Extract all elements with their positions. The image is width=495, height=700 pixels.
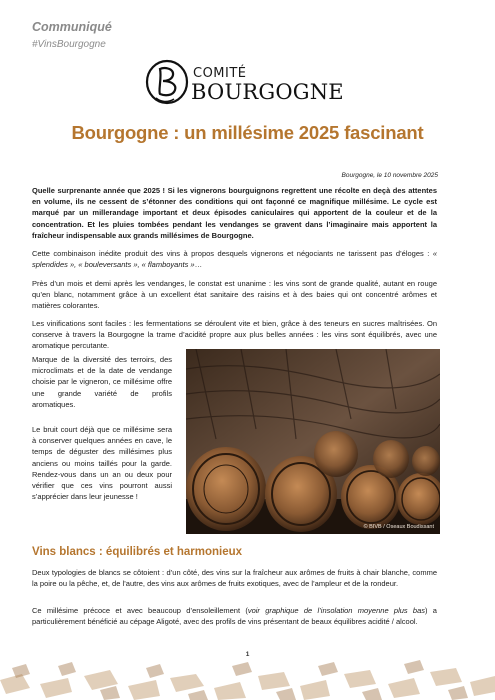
paragraph-2-text: Cette combinaison inédite produit des vins à propos desquels vignerons et négociants ne tarissent pas d’éloges : [32,249,433,258]
section-heading-vins-blancs: Vins blancs : équilibrés et harmonieux [32,546,243,558]
paragraph-6-end: ) a particulièrement bénéficié au cépage Aligoté, avec des profils de vins présentant de beaux équilibres acidité / alcool. [32,606,437,627]
side-paragraph-1: Marque de la diversité des terroirs, des microclimats et de la date de vendange choisie par le vigneron, ce millésime offre une grande variété de profils aromatiques. [32,355,172,409]
intro-paragraph: Quelle surprenante année que 2025 ! Si les vignerons bourguignons regrettent une récolte en deçà des attentes en volume, ils ne cessent de s’étonner des conditions qui ont façonné ce magnifique millésime. Le cycle est marqué par un millerandage important et deux épisodes caniculaires qui apportent de la couleur et de la concentration. Et les pluies tombées pendant les vendanges se gravent dans l’imaginaire mais apportent la fraîcheur indispensable aux grands millésimes de Bourgogne. [32,186,437,240]
page-number: 1 [245,651,250,658]
logo-monogram-icon [144,58,190,106]
paragraph-3: Près d’un mois et demi après les vendanges, le constat est unanime : les vins sont de grande qualité, autant en rouge qu’en blanc, notamment grâce à un excellent état sanitaire des raisins et à des baies qui ont concentré arômes et matières colorantes. [32,279,437,311]
paragraph-5: Deux typologies de blancs se côtoient : d’un côté, des vins sur la fraîcheur aux arômes de fruits à chair blanche, comme la poire ou la pêche, et, de l’autre, des vins aux arômes de fruits exotiques, avec de l’ampleur et de la rondeur. [32,568,437,589]
wine-cellar-photo [186,349,440,534]
paragraph-6 [32,605,437,627]
decorative-footer-pattern [0,640,495,700]
photo-credit: © BIVB / Oseaux Boudissant [363,524,434,530]
side-paragraph-2: Le bruit court déjà que ce millésime sera à conserver quelques années en cave, le temps de déguster des millésimes plus anciens ou moins taillés pour la garde. Rendez-vous dans un an ou deux pour vérifier que ces vins pourront aussi s’apprécier dans leur jeunesse ! [32,425,172,502]
paragraph-6-italic: voir graphique de l’insolation moyenne plus bas [247,606,426,615]
paragraph-2-quotes: « splendides », « bouleversants », « flamboyants » [32,249,437,270]
page-title: Bourgogne : un millésime 2025 fascinant [71,122,424,143]
paragraph-6-start: Ce millésime précoce et avec beaucoup d’ensoleillement ( [32,606,248,615]
logo-text-bourgogne: BOURGOGNE [191,80,344,104]
barrels-illustration [186,349,440,534]
doc-type-label: Communiqué [32,20,112,34]
dateline: Bourgogne, le 10 novembre 2025 [341,172,438,179]
hashtag: #VinsBourgogne [32,39,106,50]
paragraph-2-ellipsis: … [194,260,203,270]
comite-bourgogne-logo [144,58,354,108]
logo-text-comite: COMITÉ [193,66,247,81]
paragraph-2 [32,248,437,270]
paragraph-4: Les vinifications sont faciles : les fermentations se déroulent vite et bien, grâce à des teneurs en sucres maîtrisées. On conserve à travers la Bourgogne la trame d’acidité propre aux plus belles années : les vins sont équilibrés, avec une aromatique percutante. [32,319,437,351]
